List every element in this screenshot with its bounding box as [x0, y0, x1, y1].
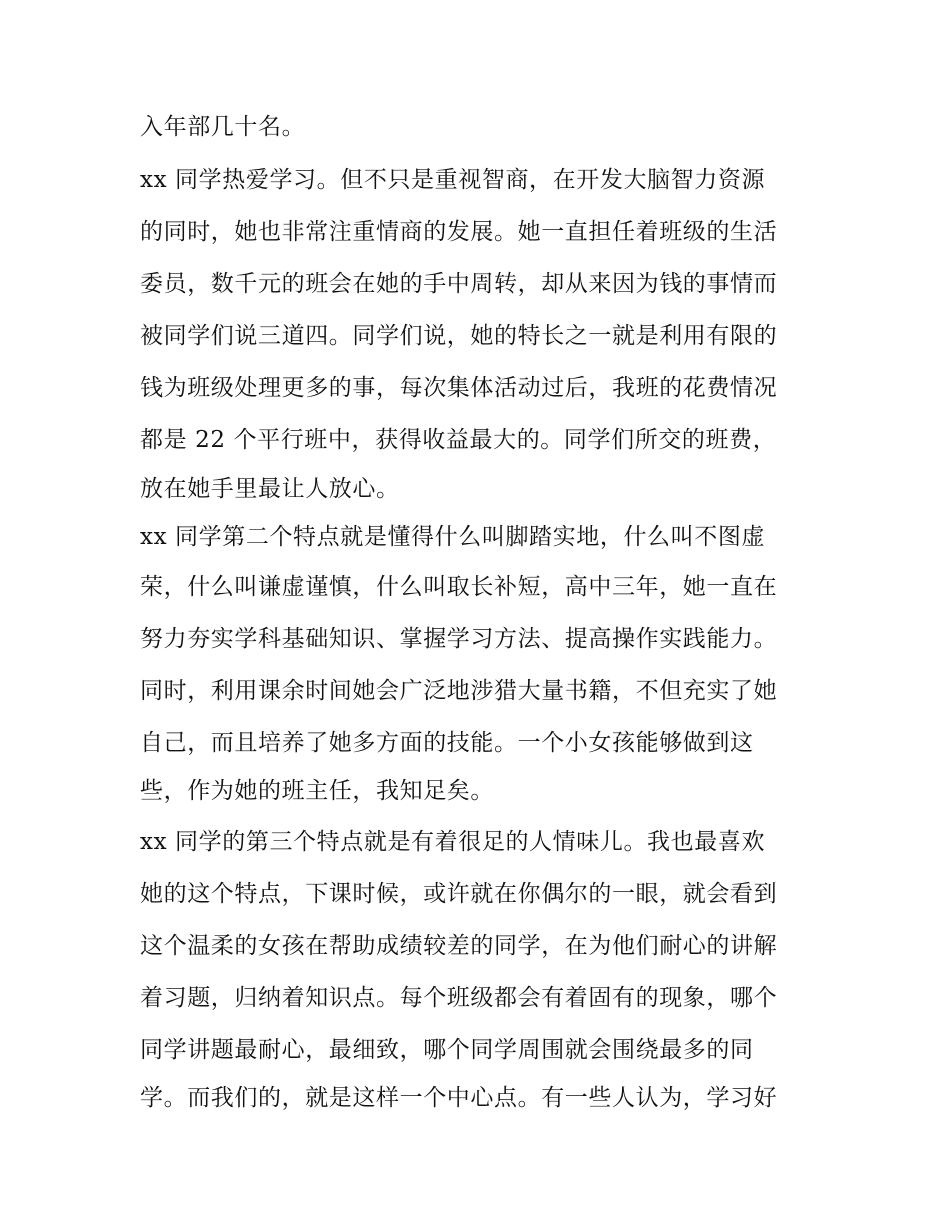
text-line: 些，作为她的班主任，我知足矣。: [140, 778, 494, 804]
text-line: 努力夯实学科基础知识、掌握学习方法、提高操作实践能力。: [140, 626, 778, 652]
text-line: 入年部几十名。: [140, 114, 306, 140]
text-line: 她的这个特点，下课时候，或许就在你偶尔的一眼，就会看到: [140, 881, 778, 907]
text-line: 被同学们说三道四。同学们说，她的特长之一就是利用有限的: [140, 323, 778, 349]
text-line: 着习题，归纳着知识点。每个班级都会有着固有的现象，哪个: [140, 985, 778, 1011]
text-line: 学。而我们的，就是这样一个中心点。有一些人认为，学习好: [140, 1085, 778, 1111]
text-line: 自己，而且培养了她多方面的技能。一个小女孩能够做到这: [140, 730, 754, 756]
text-line: 荣，什么叫谦虚谨慎，什么叫取长补短，高中三年，她一直在: [140, 574, 778, 600]
text-line: 钱为班级处理更多的事，每次集体活动过后，我班的花费情况: [140, 375, 778, 401]
text-line: 这个温柔的女孩在帮助成绩较差的同学，在为他们耐心的讲解: [140, 933, 778, 959]
text-line: xx 同学第二个特点就是懂得什么叫脚踏实地，什么叫不图虚: [140, 524, 766, 550]
text-line: 的同时，她也非常注重情商的发展。她一直担任着班级的生活: [140, 219, 778, 245]
text-line: xx 同学的第三个特点就是有着很足的人情味儿。我也最喜欢: [140, 829, 766, 855]
text-line: 同时，利用课余时间她会广泛地涉猎大量书籍，不但充实了她: [140, 678, 778, 704]
text-line: xx 同学热爱学习。但不只是重视智商，在开发大脑智力资源: [140, 167, 766, 193]
text-line: 委员，数千元的班会在她的手中周转，却从来因为钱的事情而: [140, 271, 778, 297]
text-line: 放在她手里最让人放心。: [140, 476, 400, 502]
text-line: 都是 22 个平行班中，获得收益最大的。同学们所交的班费，: [140, 427, 777, 453]
text-line: 同学讲题最耐心，最细致，哪个同学周围就会围绕最多的同: [140, 1037, 754, 1063]
